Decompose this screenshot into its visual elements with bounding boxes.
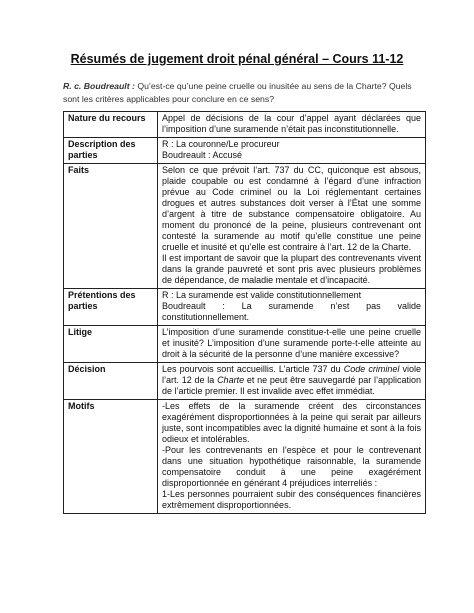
motifs-paragraph: -Les effets de la suramende créent des circonstances exagérément disproportionnées à la peine qui serait par ailleurs juste, sont incompatibles avec la dignité humaine et sont à la fois odieux et intolérables.: [162, 401, 421, 444]
party-line: R : La couronne/Le procureur: [162, 139, 280, 149]
faits-paragraph: Selon ce que prévoit l’art. 737 du CC, quiconque est absous, plaide coupable ou est condamné à l’égard d’une infraction prévue au Code criminel ou la Loi réglementant certaines drogues et autres substances doit verser à l’État une somme d’argent à titre de substance compensatoire obligatoire. Au moment du prononcé de la peine, plusieurs contrevenant ont contesté la suramende au motif qu’elle constitue une peine cruelle et inusité et qu’elle est contraire à l’art. 12 de la Charte.: [162, 165, 421, 252]
table-row: [64, 164, 426, 289]
row-value-faits: [158, 164, 426, 289]
row-label-decision: Décision: [64, 363, 158, 400]
table-row: [64, 289, 426, 326]
party-line: Boudreault : Accusé: [162, 150, 243, 160]
decision-text: viole l’art. 12 de la: [162, 364, 421, 385]
row-label-faits: Faits: [64, 164, 158, 289]
table-row: [64, 138, 426, 164]
row-value-pretentions: [158, 289, 426, 326]
table-row: [64, 400, 426, 514]
charte-ref: Charte: [217, 375, 245, 385]
motifs-paragraph: 1-Les personnes pourraient subir des conséquences financières extrêmement disproportionnées.: [162, 489, 421, 510]
pretention-line: R : La suramende est valide constitutionnellement: [162, 290, 362, 300]
question-text: Qu’est-ce qu’une peine cruelle ou inusitée au sens de la Charte? Quels sont les critères applicables pour conclure en ce sens?: [63, 81, 412, 104]
decision-text: et ne peut être sauvegardé par l’application de l’article premier. Il est invalide avec effet immédiat.: [162, 375, 421, 396]
decision-text: Les pourvois sont accueillis. L’article 737 du: [162, 364, 344, 374]
row-value-nature: Appel de décisions de la cour d’appel ayant déclarées que l’imposition d’une suramende n’était pas inconstitutionnelle.: [158, 112, 426, 138]
row-label-litige: Litige: [64, 326, 158, 363]
code-criminel-ref: Code criminel: [343, 364, 400, 374]
row-value-motifs: [158, 400, 426, 514]
case-name: R. c. Boudreault :: [63, 81, 135, 91]
faits-paragraph: Il est important de savoir que la plupart des contrevenants vivent dans la grande pauvreté et sont pris avec plusieurs problèmes de dépendance, de maladie mentale et d’incapacité.: [162, 253, 421, 285]
row-label-nature: Nature du recours: [64, 112, 158, 138]
case-brief-table: [63, 111, 426, 514]
motifs-paragraph: -Pour les contrevenants en l’espèce et pour le contrevenant dans une situation hypothétique raisonnable, la suramende compensatoire conduit à une peine exagérément disproportionnée en générant 4 préjudices interreliés :: [162, 445, 421, 488]
row-value-litige: L’imposition d’une suramende constitue-t-elle une peine cruelle et inusité? L’imposition d’une suramende porte-t-elle atteinte au droit à la sécurité de la personne d’une manière excessive?: [158, 326, 426, 363]
row-label-parties: Description des parties: [64, 138, 158, 164]
page-title: Résumés de jugement droit pénal général – Cours 11-12: [70, 52, 404, 66]
table-row: [64, 112, 426, 138]
pretention-line: Boudreault : La suramende n’est pas valide constitutionnellement.: [162, 301, 421, 322]
row-label-motifs: Motifs: [64, 400, 158, 514]
row-value-decision: [158, 363, 426, 400]
row-value-parties: [158, 138, 426, 164]
question-paragraph: [63, 80, 423, 105]
table-row: [64, 326, 426, 363]
row-label-pretentions: Prétentions des parties: [64, 289, 158, 326]
table-row: [64, 363, 426, 400]
